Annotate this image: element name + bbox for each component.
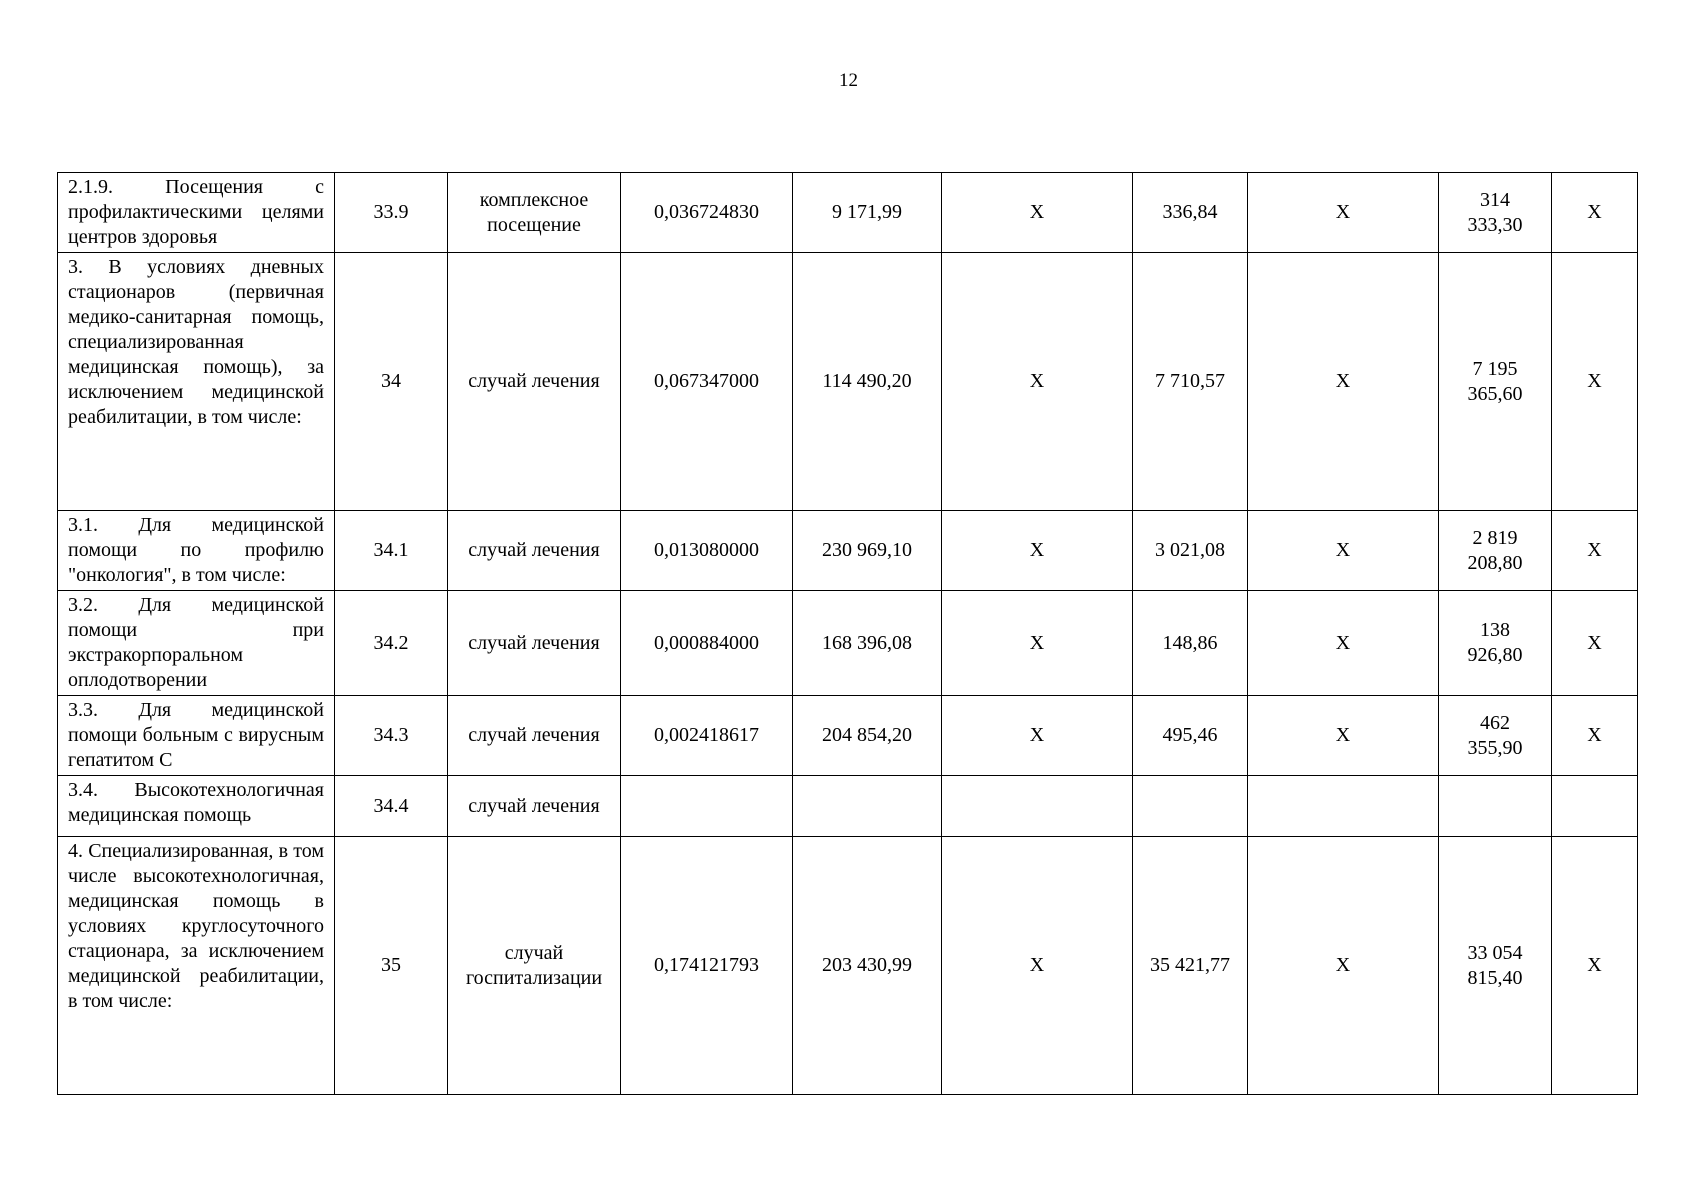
- row-col6-cell: X: [942, 511, 1133, 591]
- row-cost-cell: [793, 776, 942, 837]
- row-name-cell: 3.3. Для медицинской помощи больным с вирусным гепатитом С: [58, 696, 335, 776]
- row-col10-cell: X: [1552, 837, 1638, 1095]
- table-row: [58, 591, 1638, 696]
- row-col10-cell: [1552, 776, 1638, 837]
- row-col10-cell: X: [1552, 173, 1638, 253]
- row-cost-cell: 9 171,99: [793, 173, 942, 253]
- row-norm-cell: 0,036724830: [621, 173, 793, 253]
- row-col9-cell: [1439, 776, 1552, 837]
- row-col10-cell: X: [1552, 253, 1638, 511]
- row-col6-cell: X: [942, 696, 1133, 776]
- row-code-cell: 35: [335, 837, 448, 1095]
- financing-table: [57, 172, 1638, 1095]
- row-norm-cell: 0,002418617: [621, 696, 793, 776]
- row-col10-cell: X: [1552, 511, 1638, 591]
- row-unit-cell: случай лечения: [448, 253, 621, 511]
- row-cost-cell: 203 430,99: [793, 837, 942, 1095]
- row-name-cell: 2.1.9. Посещения с профилактическими целями центров здоровья: [58, 173, 335, 253]
- table-row: [58, 253, 1638, 511]
- row-unit-cell: случай лечения: [448, 696, 621, 776]
- row-code-cell: 34.1: [335, 511, 448, 591]
- row-col6-cell: X: [942, 591, 1133, 696]
- row-cost-cell: 114 490,20: [793, 253, 942, 511]
- table-row: [58, 511, 1638, 591]
- table-row: [58, 173, 1638, 253]
- page-number: 12: [839, 70, 858, 91]
- row-col10-cell: X: [1552, 696, 1638, 776]
- row-unit-cell: случай лечения: [448, 776, 621, 837]
- row-name-cell: 3. В условиях дневных стационаров (первичная медико-санитарная помощь, специализированная медицинская помощь), за исключением медицинской реабилитации, в том числе:: [58, 253, 335, 511]
- row-col9-cell: 138 926,80: [1439, 591, 1552, 696]
- row-name-cell: 3.4. Высокотехнологичная медицинская помощь: [58, 776, 335, 837]
- row-col6-cell: X: [942, 253, 1133, 511]
- row-unit-cell: случай лечения: [448, 591, 621, 696]
- table-row: [58, 837, 1638, 1095]
- row-code-cell: 34.3: [335, 696, 448, 776]
- row-col9-cell: 7 195 365,60: [1439, 253, 1552, 511]
- row-col7-cell: 336,84: [1133, 173, 1248, 253]
- row-col6-cell: X: [942, 837, 1133, 1095]
- row-norm-cell: 0,067347000: [621, 253, 793, 511]
- row-col7-cell: 3 021,08: [1133, 511, 1248, 591]
- row-col8-cell: [1248, 776, 1439, 837]
- row-unit-cell: случай лечения: [448, 511, 621, 591]
- row-cost-cell: 230 969,10: [793, 511, 942, 591]
- row-code-cell: 34: [335, 253, 448, 511]
- row-name-cell: 3.2. Для медицинской помощи при экстракорпоральном оплодотворении: [58, 591, 335, 696]
- row-code-cell: 34.4: [335, 776, 448, 837]
- row-col9-cell: 462 355,90: [1439, 696, 1552, 776]
- row-col8-cell: X: [1248, 696, 1439, 776]
- row-col9-cell: 314 333,30: [1439, 173, 1552, 253]
- row-col8-cell: X: [1248, 591, 1439, 696]
- row-col9-cell: 2 819 208,80: [1439, 511, 1552, 591]
- row-col7-cell: 495,46: [1133, 696, 1248, 776]
- row-col7-cell: 148,86: [1133, 591, 1248, 696]
- row-col8-cell: X: [1248, 837, 1439, 1095]
- row-col6-cell: [942, 776, 1133, 837]
- row-name-cell: 3.1. Для медицинской помощи по профилю "онкология", в том числе:: [58, 511, 335, 591]
- table-row: [58, 776, 1638, 837]
- row-norm-cell: 0,174121793: [621, 837, 793, 1095]
- row-name-cell: 4. Специализированная, в том числе высокотехнологичная, медицинская помощь в условиях круглосуточного стационара, за исключением медицинской реабилитации, в том числе:: [58, 837, 335, 1095]
- row-col8-cell: X: [1248, 173, 1439, 253]
- row-col8-cell: X: [1248, 511, 1439, 591]
- row-norm-cell: 0,000884000: [621, 591, 793, 696]
- row-col7-cell: 35 421,77: [1133, 837, 1248, 1095]
- row-col7-cell: 7 710,57: [1133, 253, 1248, 511]
- row-unit-cell: случай госпитализации: [448, 837, 621, 1095]
- row-col7-cell: [1133, 776, 1248, 837]
- row-norm-cell: 0,013080000: [621, 511, 793, 591]
- row-col8-cell: X: [1248, 253, 1439, 511]
- row-cost-cell: 168 396,08: [793, 591, 942, 696]
- row-unit-cell: комплексное посещение: [448, 173, 621, 253]
- row-norm-cell: [621, 776, 793, 837]
- row-cost-cell: 204 854,20: [793, 696, 942, 776]
- row-col6-cell: X: [942, 173, 1133, 253]
- table-row: [58, 696, 1638, 776]
- row-col9-cell: 33 054 815,40: [1439, 837, 1552, 1095]
- row-code-cell: 33.9: [335, 173, 448, 253]
- row-code-cell: 34.2: [335, 591, 448, 696]
- row-col10-cell: X: [1552, 591, 1638, 696]
